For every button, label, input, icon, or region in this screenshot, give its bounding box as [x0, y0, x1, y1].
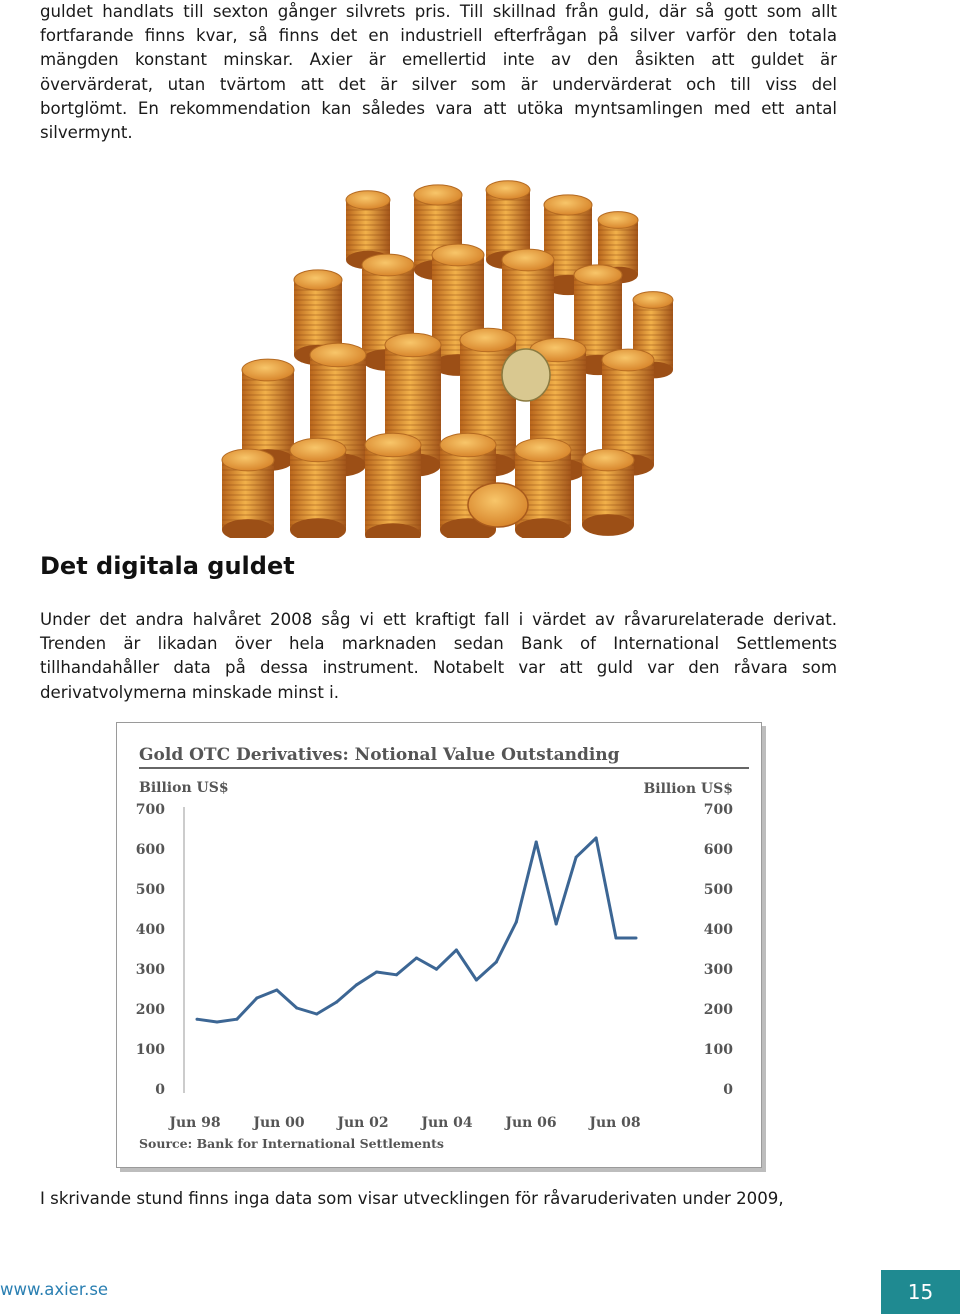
data-point: [215, 1021, 218, 1024]
text-line: Trenden är likadan över hela marknaden sedan Bank of International Settlements: [40, 634, 837, 654]
paragraph-closing: [40, 1187, 837, 1211]
coin-stack: [582, 449, 634, 536]
y-ticks-right: [704, 802, 733, 1098]
data-point: [635, 937, 638, 940]
text-line: övervärderat, utan tvärtom att det är silver som är undervärderat och till viss del: [40, 74, 837, 94]
data-point: [355, 983, 358, 986]
data-point: [495, 961, 498, 964]
coin-stack: [222, 449, 274, 538]
text-line: guldet handlats till sexton gånger silvrets pris. Till skillnad från guld, där så gott som allt: [40, 2, 837, 21]
footer-url-link[interactable]: www.axier.se: [0, 1280, 109, 1299]
x-tick-label: Jun 08: [589, 1115, 641, 1131]
text-line: Under det andra halvåret 2008 såg vi ett kraftigt fall i värdet av råvarurelaterade derivat.: [40, 610, 837, 629]
y-tick-label-left: 100: [135, 1042, 165, 1058]
y-ticks-left: [136, 802, 165, 1098]
paragraph-intro: [40, 0, 837, 145]
data-point: [375, 971, 378, 974]
y-tick-label-left: 0: [155, 1082, 165, 1098]
text-line: fortfarande finns kvar, så finns det en industriell efterfrågan på silver varför den totala: [40, 26, 837, 46]
data-point: [615, 937, 618, 940]
data-point: [235, 1018, 238, 1021]
section-heading: Det digitala guldet: [40, 552, 295, 580]
data-point: [515, 921, 518, 924]
data-point: [196, 1018, 199, 1021]
data-point: [255, 997, 258, 1000]
chart-figure: [116, 722, 762, 1168]
y-tick-label-left: 500: [135, 882, 165, 898]
data-point: [315, 1013, 318, 1016]
text-line: mängden konstant minskar. Axier är emellertid inte av den åsikten att guldet är: [40, 50, 837, 70]
chart-source: Source: Bank for International Settlements: [139, 1136, 444, 1151]
gold-coins-image: [208, 160, 678, 538]
y-tick-label-right: 400: [703, 922, 733, 938]
y-axis-label-right: Billion US$: [643, 781, 733, 797]
x-tick-label: Jun 04: [421, 1115, 473, 1131]
coin-stack: [290, 438, 346, 538]
data-point: [275, 989, 278, 992]
page-number-badge: [881, 1270, 960, 1314]
y-tick-label-left: 200: [135, 1002, 165, 1018]
chart-title: Gold OTC Derivatives: Notional Value Outstanding: [139, 745, 620, 765]
x-tick-label: Jun 06: [505, 1115, 557, 1131]
text-line: silvermynt.: [40, 123, 133, 143]
data-point: [455, 949, 458, 952]
data-point: [575, 856, 578, 859]
x-tick-label: Jun 02: [337, 1115, 389, 1131]
single-coin: [468, 483, 528, 527]
y-tick-label-left: 300: [135, 962, 165, 978]
data-point: [475, 979, 478, 982]
data-point: [395, 973, 398, 976]
paragraph-derivatives: [40, 608, 837, 705]
y-tick-label-left: 400: [135, 922, 165, 938]
data-point: [295, 1007, 298, 1010]
coin-stack: [365, 433, 421, 538]
x-ticks: [167, 1115, 640, 1131]
data-point: [555, 923, 558, 926]
data-point: [415, 957, 418, 960]
y-tick-label-right: 200: [703, 1002, 733, 1018]
y-tick-label-right: 600: [703, 842, 733, 858]
page-number: 15: [907, 1280, 934, 1304]
data-point: [535, 841, 538, 844]
data-point: [595, 837, 598, 840]
y-tick-label-right: 100: [703, 1042, 733, 1058]
text-line: bortglömt. En rekommendation kan således vara att utöka myntsamlingen med ett antal: [40, 98, 837, 118]
y-tick-label-right: 300: [703, 962, 733, 978]
x-tick-label: Jun 98: [169, 1115, 221, 1131]
coin-stack: [515, 438, 571, 538]
data-point: [435, 968, 438, 971]
y-tick-label-left: 700: [135, 802, 165, 818]
y-tick-label-left: 600: [135, 842, 165, 858]
y-tick-label-right: 0: [723, 1082, 733, 1098]
silver-gold-coin: [502, 349, 550, 401]
y-axis-label-left: Billion US$: [139, 780, 229, 796]
text-line: I skrivande stund finns inga data som visar utvecklingen för råvaruderivaten under 2009,: [40, 1189, 784, 1208]
data-point: [335, 1001, 338, 1004]
y-tick-label-right: 700: [703, 802, 733, 818]
series-line: [197, 838, 636, 1022]
y-tick-label-right: 500: [703, 882, 733, 898]
text-line: tillhandahåller data på dessa instrument. Notabelt var att guld var den råvara som: [40, 658, 837, 678]
x-tick-label: Jun 00: [253, 1115, 305, 1131]
chart-svg: [117, 723, 761, 1167]
text-line: derivatvolymerna minskade minst i.: [40, 682, 339, 702]
